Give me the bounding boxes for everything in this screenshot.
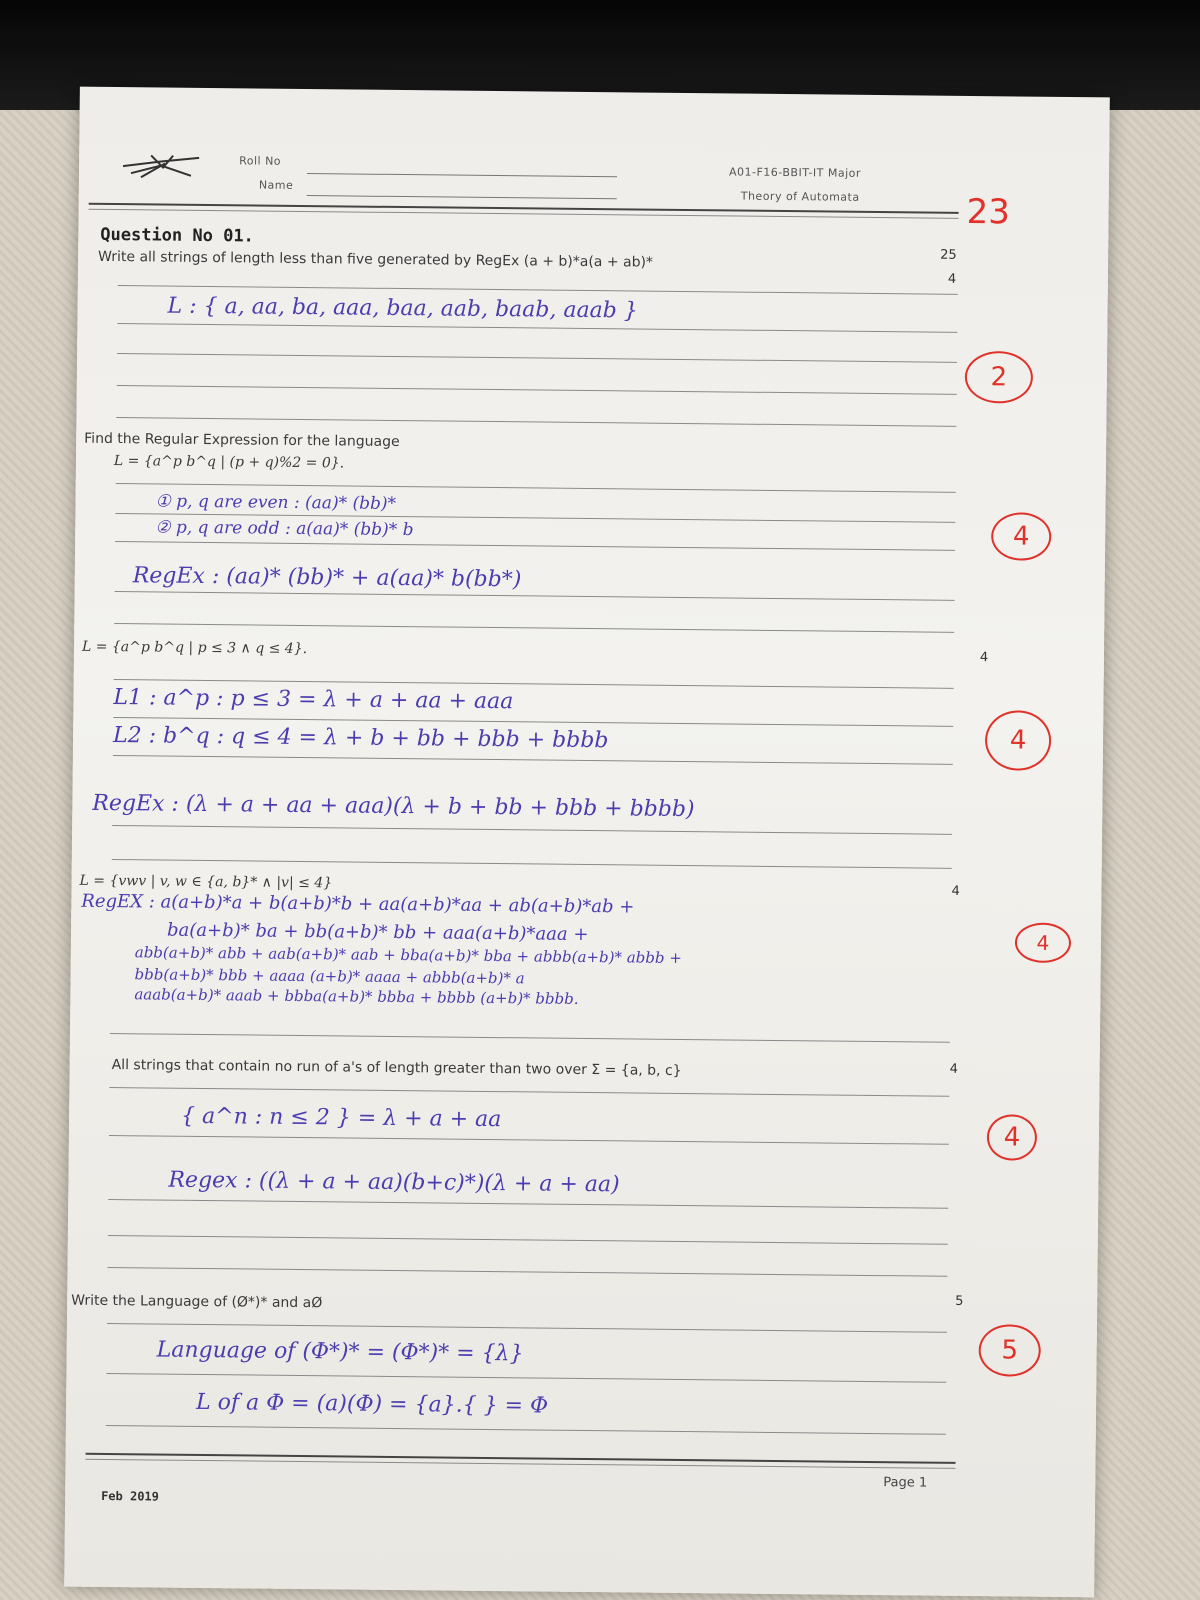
answer-line [112,825,952,835]
answer-line [108,1235,948,1245]
answer-line [109,1135,949,1145]
part-e-line1: { a^n : n ≤ 2 } = λ + a + aa [180,1103,502,1133]
part-d-line4: bbb(a+b)* bbb + aaaa (a+b)* aaaa + abbb(a+b)* a [134,965,525,988]
part-a-score-circle [965,351,1034,404]
part-a-prompt: Write all strings of length less than five generated by RegEx (a + b)*a(a + ab)* [98,248,654,271]
answer-line [115,541,955,551]
part-d-line2: ba(a+b)* ba + bb(a+b)* bb + aaa(a+b)*aaa + [166,919,589,946]
answer-line [107,1323,947,1333]
part-d-marks: 4 [951,883,960,899]
part-e-answer: Regex : ((λ + a + aa)(b+c)*)(λ + a + aa) [168,1167,620,1198]
question-heading: Question No 01. [100,224,254,247]
total-score: 23 [966,191,1011,233]
exam-date: Feb 2019 [101,1488,159,1504]
part-c-line1: L1 : a^p : p ≤ 3 = λ + a + aa + aaa [113,685,514,715]
answer-line [108,1199,948,1209]
answer-line [110,1033,950,1043]
name-line [307,195,617,199]
part-b-answer: RegEx : (aa)* (bb)* + a(aa)* b(bb*) [132,563,522,593]
part-d-line1: RegEX : a(a+b)*a + b(a+b)*b + aa(a+b)*aa + ab(a+b)*ab + [81,890,635,918]
part-f-line2: L of a Φ = (a)(Φ) = {a}.{ } = Φ [195,1389,549,1419]
answer-line [113,755,953,765]
course-title: Theory of Automata [740,189,860,204]
part-f-score: 5 [1001,1335,1019,1366]
name-label: Name [258,178,294,192]
part-a-score: 2 [990,362,1008,393]
roll-line [307,173,617,177]
answer-line [117,323,957,333]
answer-line [118,285,958,295]
part-d-score-circle [1015,922,1071,963]
header-rule [89,203,959,214]
part-d-line3: abb(a+b)* abb + aab(a+b)* aab + bba(a+b)* bba + abbb(a+b)* abbb + [134,943,682,967]
part-b-score-circle [991,512,1051,561]
answer-line [106,1425,946,1435]
course-code: A01-F16-BBIT-IT Major [728,165,862,180]
answer-line [109,1087,949,1097]
part-b-prompt: Find the Regular Expression for the language [84,430,400,451]
part-c-line2: L2 : b^q : q ≤ 4 = λ + b + bb + bbb + bbbb [112,723,609,754]
part-c-language: L = {a^p b^q | p ≤ 3 ∧ q ≤ 4}. [81,638,308,658]
part-d-language: L = {vwv | v, w ∈ {a, b}* ∧ |v| ≤ 4} [79,872,333,892]
part-e-score: 4 [1003,1122,1021,1153]
part-c-score: 4 [1009,725,1027,756]
exam-sheet [64,87,1110,1598]
part-a-marks: 4 [947,271,957,287]
roll-label: Roll No [239,154,282,168]
part-b-score: 4 [1012,521,1030,552]
answer-line [106,1373,946,1383]
part-c-score-circle [985,710,1052,771]
question-total-marks: 25 [940,247,957,263]
part-e-prompt: All strings that contain no run of a's of length greater than two over Σ = {a, b, c} [111,1057,682,1080]
part-f-prompt: Write the Language of (Ø*)* and aØ [71,1292,323,1312]
answer-line [108,1267,948,1277]
answer-line [112,859,952,869]
part-e-score-circle [987,1114,1037,1161]
part-f-marks: 5 [955,1293,964,1309]
part-c-answer: RegEx : (λ + a + aa + aaa)(λ + b + bb + bbb + bbbb) [92,790,695,823]
logo-icon [121,151,201,182]
part-b-line1: ① p, q are even : (aa)* (bb)* [155,491,397,514]
answer-line [116,483,956,493]
part-e-marks: 4 [949,1061,958,1077]
part-a-answer: L : { a, aa, ba, aaa, baa, aab, baab, aaab } [167,293,638,324]
answer-line [115,591,955,601]
answer-line [114,623,954,633]
part-d-score: 4 [1036,930,1050,955]
answer-line [116,417,956,427]
page-number: Page 1 [883,1475,928,1491]
part-c-marks: 4 [979,650,989,666]
part-b-line2: ② p, q are odd : a(aa)* (bb)* b [155,517,414,541]
part-b-language: L = {a^p b^q | (p + q)%2 = 0}. [113,453,345,472]
answer-line [117,353,957,363]
part-f-score-circle [978,1324,1041,1377]
part-d-line5: aaab(a+b)* aaab + bbba(a+b)* bbba + bbbb (a+b)* bbbb. [134,985,579,1008]
footer-rule [86,1453,956,1464]
part-f-line1: Language of (Φ*)* = (Φ*)* = {λ} [156,1337,524,1367]
answer-line [117,385,957,395]
